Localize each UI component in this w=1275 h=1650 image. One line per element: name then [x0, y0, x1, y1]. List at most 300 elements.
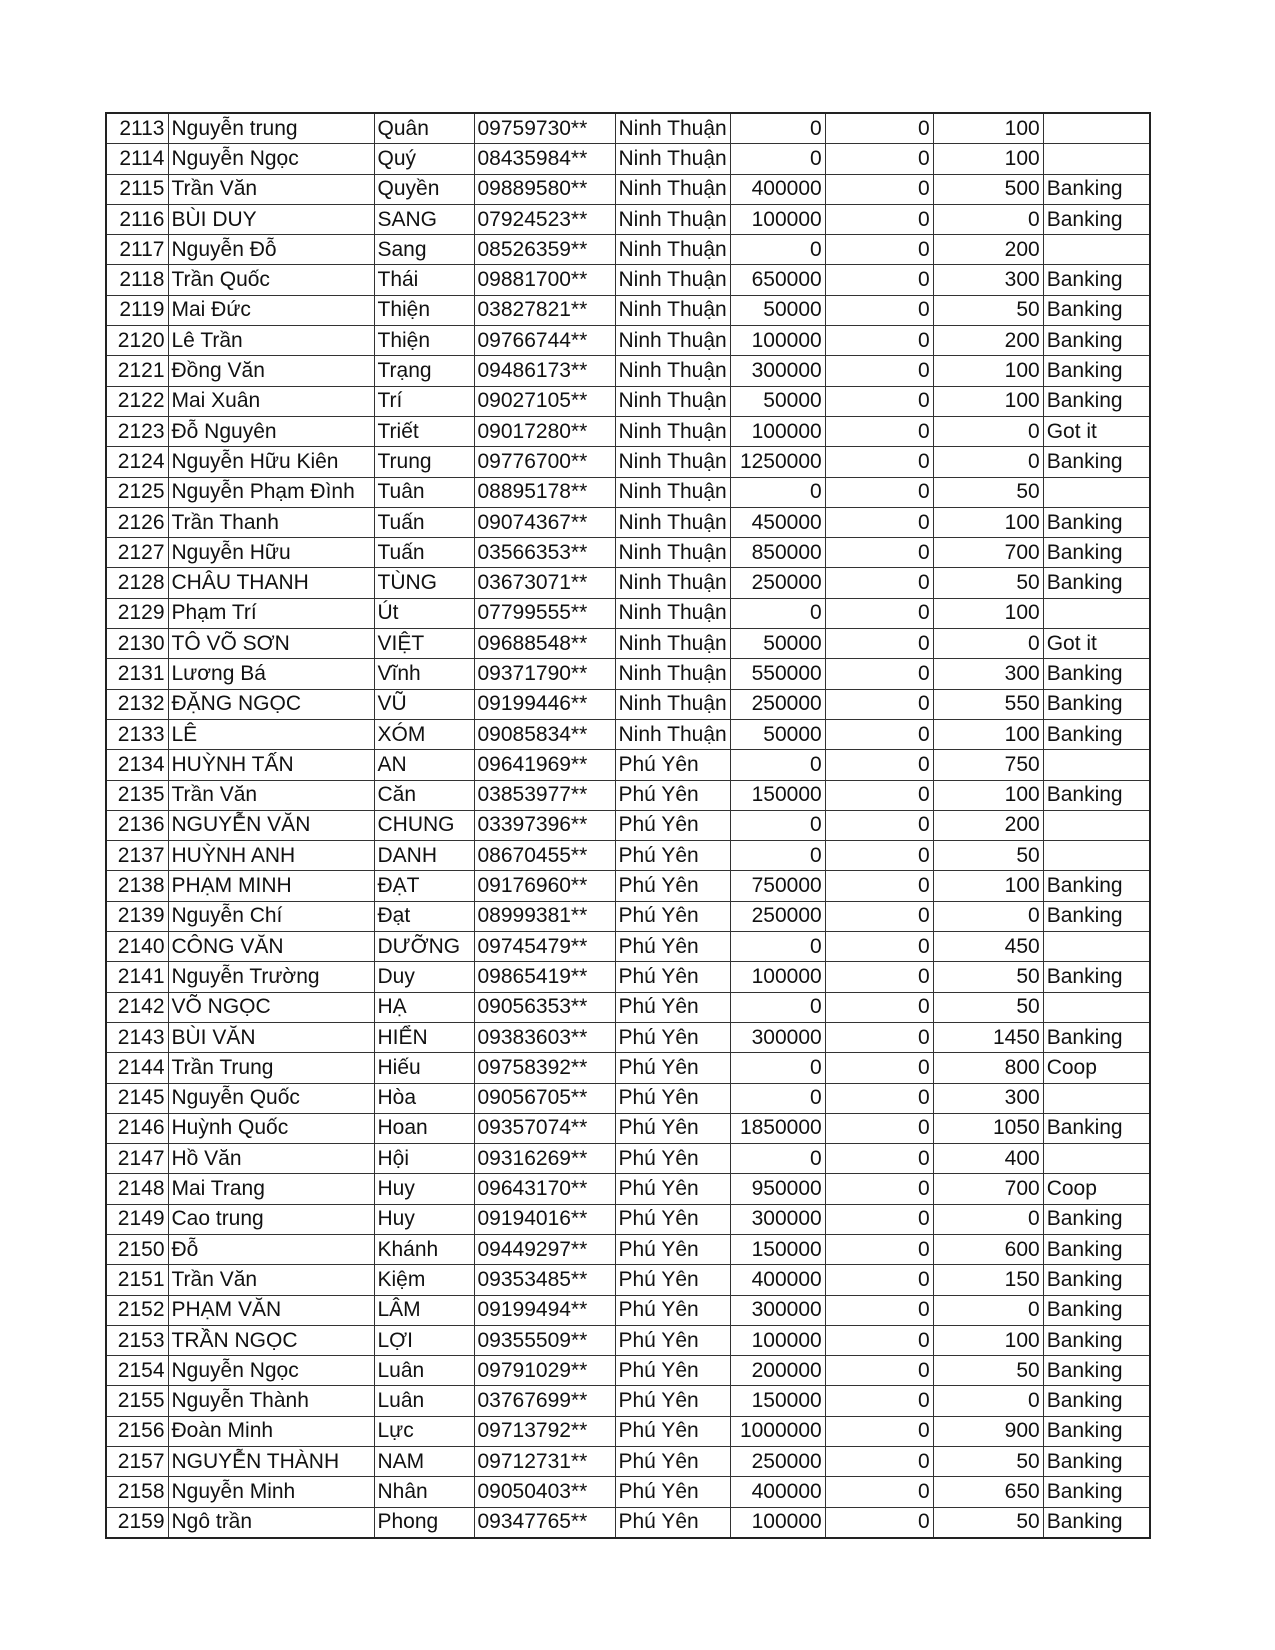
- cell-phone-number: 09889580**: [474, 174, 615, 204]
- cell-row-number: 2124: [106, 447, 168, 477]
- cell-province: Phú Yên: [615, 810, 730, 840]
- cell-amount: 0: [730, 841, 825, 871]
- cell-zero-value: 0: [825, 1083, 933, 1113]
- cell-province: Ninh Thuận: [615, 598, 730, 628]
- cell-amount: 100000: [730, 1325, 825, 1355]
- cell-phone-number: 09449297**: [474, 1234, 615, 1264]
- cell-amount: 400000: [730, 174, 825, 204]
- cell-points: 150: [933, 1265, 1043, 1295]
- cell-zero-value: 0: [825, 841, 933, 871]
- cell-amount: 0: [730, 992, 825, 1022]
- table-row: [106, 659, 1150, 689]
- table-row: [106, 932, 1150, 962]
- cell-row-number: 2127: [106, 538, 168, 568]
- cell-province: Ninh Thuận: [615, 477, 730, 507]
- cell-zero-value: 0: [825, 629, 933, 659]
- cell-province: Phú Yên: [615, 1022, 730, 1052]
- cell-amount: 50000: [730, 719, 825, 749]
- cell-first-name: Ngô trần: [168, 1507, 374, 1538]
- cell-row-number: 2145: [106, 1083, 168, 1113]
- table-row: [106, 113, 1150, 144]
- cell-payment-method: Got it: [1043, 629, 1150, 659]
- cell-row-number: 2154: [106, 1356, 168, 1386]
- cell-given-name: AN: [374, 750, 474, 780]
- cell-points: 400: [933, 1144, 1043, 1174]
- cell-zero-value: 0: [825, 1053, 933, 1083]
- cell-payment-method: Banking: [1043, 538, 1150, 568]
- cell-zero-value: 0: [825, 1325, 933, 1355]
- cell-payment-method: Banking: [1043, 1204, 1150, 1234]
- cell-given-name: Hội: [374, 1144, 474, 1174]
- cell-given-name: Trạng: [374, 356, 474, 386]
- cell-first-name: Hồ Văn: [168, 1144, 374, 1174]
- cell-given-name: DANH: [374, 841, 474, 871]
- cell-given-name: Lực: [374, 1416, 474, 1446]
- cell-phone-number: 09050403**: [474, 1477, 615, 1507]
- cell-given-name: Trung: [374, 447, 474, 477]
- cell-province: Ninh Thuận: [615, 447, 730, 477]
- cell-phone-number: 03767699**: [474, 1386, 615, 1416]
- cell-payment-method: Banking: [1043, 204, 1150, 234]
- cell-row-number: 2116: [106, 204, 168, 234]
- cell-province: Phú Yên: [615, 1083, 730, 1113]
- cell-first-name: ĐẶNG NGỌC: [168, 689, 374, 719]
- cell-given-name: Quân: [374, 113, 474, 144]
- cell-zero-value: 0: [825, 113, 933, 144]
- cell-first-name: Nguyễn Ngọc: [168, 1356, 374, 1386]
- cell-row-number: 2120: [106, 326, 168, 356]
- cell-first-name: Trần Thanh: [168, 507, 374, 537]
- cell-points: 100: [933, 719, 1043, 749]
- cell-row-number: 2143: [106, 1022, 168, 1052]
- table-row: [106, 477, 1150, 507]
- cell-province: Phú Yên: [615, 901, 730, 931]
- cell-phone-number: 03853977**: [474, 780, 615, 810]
- cell-province: Phú Yên: [615, 1416, 730, 1446]
- table-row: [106, 1053, 1150, 1083]
- cell-zero-value: 0: [825, 689, 933, 719]
- cell-row-number: 2152: [106, 1295, 168, 1325]
- cell-points: 50: [933, 962, 1043, 992]
- cell-amount: 50000: [730, 629, 825, 659]
- cell-points: 0: [933, 901, 1043, 931]
- cell-phone-number: 03566353**: [474, 538, 615, 568]
- cell-amount: 0: [730, 810, 825, 840]
- cell-amount: 300000: [730, 1204, 825, 1234]
- cell-points: 550: [933, 689, 1043, 719]
- cell-given-name: Vĩnh: [374, 659, 474, 689]
- cell-zero-value: 0: [825, 810, 933, 840]
- cell-points: 50: [933, 1507, 1043, 1538]
- cell-points: 900: [933, 1416, 1043, 1446]
- cell-payment-method: Banking: [1043, 447, 1150, 477]
- cell-row-number: 2135: [106, 780, 168, 810]
- cell-province: Ninh Thuận: [615, 719, 730, 749]
- cell-payment-method: Banking: [1043, 1022, 1150, 1052]
- cell-given-name: CHUNG: [374, 810, 474, 840]
- cell-zero-value: 0: [825, 659, 933, 689]
- cell-first-name: Trần Văn: [168, 174, 374, 204]
- cell-amount: 750000: [730, 871, 825, 901]
- cell-zero-value: 0: [825, 326, 933, 356]
- cell-province: Ninh Thuận: [615, 144, 730, 174]
- cell-payment-method: [1043, 932, 1150, 962]
- table-row: [106, 719, 1150, 749]
- cell-phone-number: 09371790**: [474, 659, 615, 689]
- cell-province: Ninh Thuận: [615, 174, 730, 204]
- cell-given-name: Căn: [374, 780, 474, 810]
- cell-amount: 400000: [730, 1265, 825, 1295]
- cell-payment-method: Banking: [1043, 174, 1150, 204]
- cell-phone-number: 09713792**: [474, 1416, 615, 1446]
- cell-points: 100: [933, 113, 1043, 144]
- cell-row-number: 2155: [106, 1386, 168, 1416]
- cell-given-name: Kiệm: [374, 1265, 474, 1295]
- table-row: [106, 416, 1150, 446]
- cell-points: 500: [933, 174, 1043, 204]
- cell-points: 0: [933, 447, 1043, 477]
- cell-phone-number: 09199494**: [474, 1295, 615, 1325]
- cell-row-number: 2158: [106, 1477, 168, 1507]
- cell-province: Phú Yên: [615, 992, 730, 1022]
- table-row: [106, 871, 1150, 901]
- cell-points: 0: [933, 204, 1043, 234]
- cell-zero-value: 0: [825, 1447, 933, 1477]
- cell-given-name: Trí: [374, 386, 474, 416]
- cell-payment-method: Banking: [1043, 386, 1150, 416]
- cell-zero-value: 0: [825, 174, 933, 204]
- cell-payment-method: [1043, 1083, 1150, 1113]
- cell-phone-number: 07924523**: [474, 204, 615, 234]
- cell-zero-value: 0: [825, 447, 933, 477]
- cell-phone-number: 03397396**: [474, 810, 615, 840]
- cell-row-number: 2121: [106, 356, 168, 386]
- cell-phone-number: 09074367**: [474, 507, 615, 537]
- cell-first-name: HUỲNH TẤN: [168, 750, 374, 780]
- cell-province: Ninh Thuận: [615, 113, 730, 144]
- cell-row-number: 2140: [106, 932, 168, 962]
- table-row: [106, 507, 1150, 537]
- cell-payment-method: Banking: [1043, 962, 1150, 992]
- cell-points: 0: [933, 629, 1043, 659]
- cell-given-name: Thái: [374, 265, 474, 295]
- cell-first-name: CHÂU THANH: [168, 568, 374, 598]
- cell-points: 600: [933, 1234, 1043, 1264]
- cell-province: Phú Yên: [615, 962, 730, 992]
- cell-first-name: Trần Quốc: [168, 265, 374, 295]
- cell-amount: 300000: [730, 1295, 825, 1325]
- cell-payment-method: [1043, 477, 1150, 507]
- cell-first-name: TÔ VÕ SƠN: [168, 629, 374, 659]
- cell-first-name: Lương Bá: [168, 659, 374, 689]
- cell-zero-value: 0: [825, 1416, 933, 1446]
- cell-province: Phú Yên: [615, 1295, 730, 1325]
- cell-first-name: BÙI DUY: [168, 204, 374, 234]
- table-row: [106, 1386, 1150, 1416]
- cell-payment-method: Banking: [1043, 295, 1150, 325]
- cell-row-number: 2129: [106, 598, 168, 628]
- cell-amount: 0: [730, 144, 825, 174]
- cell-given-name: Luân: [374, 1386, 474, 1416]
- cell-payment-method: [1043, 1144, 1150, 1174]
- cell-amount: 150000: [730, 1386, 825, 1416]
- cell-points: 200: [933, 326, 1043, 356]
- cell-first-name: Mai Xuân: [168, 386, 374, 416]
- table-row: [106, 780, 1150, 810]
- cell-first-name: Phạm Trí: [168, 598, 374, 628]
- cell-province: Phú Yên: [615, 1204, 730, 1234]
- cell-province: Ninh Thuận: [615, 629, 730, 659]
- table-row: [106, 1356, 1150, 1386]
- cell-given-name: Quyền: [374, 174, 474, 204]
- cell-phone-number: 09176960**: [474, 871, 615, 901]
- cell-payment-method: Banking: [1043, 901, 1150, 931]
- cell-row-number: 2146: [106, 1113, 168, 1143]
- cell-amount: 100000: [730, 1507, 825, 1538]
- cell-zero-value: 0: [825, 750, 933, 780]
- cell-first-name: Nguyễn Minh: [168, 1477, 374, 1507]
- cell-given-name: Hiếu: [374, 1053, 474, 1083]
- cell-province: Ninh Thuận: [615, 568, 730, 598]
- cell-points: 100: [933, 507, 1043, 537]
- cell-points: 800: [933, 1053, 1043, 1083]
- cell-row-number: 2138: [106, 871, 168, 901]
- cell-points: 650: [933, 1477, 1043, 1507]
- cell-payment-method: Coop: [1043, 1174, 1150, 1204]
- cell-zero-value: 0: [825, 538, 933, 568]
- cell-province: Phú Yên: [615, 1144, 730, 1174]
- cell-first-name: Huỳnh Quốc: [168, 1113, 374, 1143]
- cell-amount: 250000: [730, 1447, 825, 1477]
- cell-first-name: LÊ: [168, 719, 374, 749]
- cell-amount: 0: [730, 1053, 825, 1083]
- table-row: [106, 538, 1150, 568]
- cell-row-number: 2117: [106, 235, 168, 265]
- cell-given-name: Luân: [374, 1356, 474, 1386]
- cell-given-name: Thiện: [374, 295, 474, 325]
- cell-payment-method: Banking: [1043, 1265, 1150, 1295]
- cell-province: Ninh Thuận: [615, 416, 730, 446]
- cell-payment-method: Got it: [1043, 416, 1150, 446]
- cell-first-name: HUỲNH ANH: [168, 841, 374, 871]
- cell-row-number: 2133: [106, 719, 168, 749]
- cell-amount: 450000: [730, 507, 825, 537]
- table-row: [106, 1416, 1150, 1446]
- cell-first-name: Đỗ Nguyên: [168, 416, 374, 446]
- table-row: [106, 1022, 1150, 1052]
- table-row: [106, 901, 1150, 931]
- cell-points: 0: [933, 416, 1043, 446]
- cell-first-name: Trần Trung: [168, 1053, 374, 1083]
- cell-amount: 1250000: [730, 447, 825, 477]
- cell-payment-method: Banking: [1043, 871, 1150, 901]
- cell-payment-method: Coop: [1043, 1053, 1150, 1083]
- cell-amount: 250000: [730, 901, 825, 931]
- cell-amount: 1000000: [730, 1416, 825, 1446]
- cell-amount: 650000: [730, 265, 825, 295]
- cell-given-name: Quý: [374, 144, 474, 174]
- table-row: [106, 1507, 1150, 1538]
- cell-payment-method: [1043, 235, 1150, 265]
- cell-zero-value: 0: [825, 1295, 933, 1325]
- cell-province: Phú Yên: [615, 1174, 730, 1204]
- cell-row-number: 2126: [106, 507, 168, 537]
- cell-first-name: Nguyễn Hữu: [168, 538, 374, 568]
- cell-first-name: Nguyễn Phạm Đình: [168, 477, 374, 507]
- cell-points: 750: [933, 750, 1043, 780]
- cell-row-number: 2131: [106, 659, 168, 689]
- cell-province: Ninh Thuận: [615, 659, 730, 689]
- cell-province: Phú Yên: [615, 1447, 730, 1477]
- cell-points: 1050: [933, 1113, 1043, 1143]
- cell-phone-number: 08670455**: [474, 841, 615, 871]
- cell-payment-method: Banking: [1043, 1325, 1150, 1355]
- cell-phone-number: 08895178**: [474, 477, 615, 507]
- cell-points: 0: [933, 1386, 1043, 1416]
- cell-given-name: Đạt: [374, 901, 474, 931]
- cell-first-name: Mai Đức: [168, 295, 374, 325]
- cell-payment-method: Banking: [1043, 326, 1150, 356]
- cell-province: Ninh Thuận: [615, 386, 730, 416]
- cell-payment-method: Banking: [1043, 1295, 1150, 1325]
- cell-amount: 0: [730, 235, 825, 265]
- cell-zero-value: 0: [825, 901, 933, 931]
- cell-first-name: TRẦN NGỌC: [168, 1325, 374, 1355]
- cell-zero-value: 0: [825, 962, 933, 992]
- cell-points: 100: [933, 1325, 1043, 1355]
- cell-phone-number: 08435984**: [474, 144, 615, 174]
- cell-given-name: VIỆT: [374, 629, 474, 659]
- cell-row-number: 2128: [106, 568, 168, 598]
- cell-given-name: Triết: [374, 416, 474, 446]
- cell-row-number: 2156: [106, 1416, 168, 1446]
- cell-points: 300: [933, 659, 1043, 689]
- table-row: [106, 447, 1150, 477]
- cell-province: Phú Yên: [615, 750, 730, 780]
- cell-row-number: 2136: [106, 810, 168, 840]
- cell-amount: 100000: [730, 416, 825, 446]
- cell-payment-method: Banking: [1043, 356, 1150, 386]
- cell-zero-value: 0: [825, 507, 933, 537]
- cell-given-name: HẠ: [374, 992, 474, 1022]
- table-row: [106, 689, 1150, 719]
- cell-first-name: PHẠM VĂN: [168, 1295, 374, 1325]
- cell-zero-value: 0: [825, 568, 933, 598]
- cell-points: 50: [933, 841, 1043, 871]
- cell-province: Ninh Thuận: [615, 507, 730, 537]
- cell-amount: 0: [730, 598, 825, 628]
- cell-given-name: Huy: [374, 1204, 474, 1234]
- cell-first-name: Trần Văn: [168, 780, 374, 810]
- cell-row-number: 2118: [106, 265, 168, 295]
- cell-zero-value: 0: [825, 477, 933, 507]
- cell-first-name: Trần Văn: [168, 1265, 374, 1295]
- cell-payment-method: Banking: [1043, 1447, 1150, 1477]
- cell-amount: 0: [730, 1083, 825, 1113]
- cell-given-name: Thiện: [374, 326, 474, 356]
- cell-phone-number: 09865419**: [474, 962, 615, 992]
- cell-given-name: Tuân: [374, 477, 474, 507]
- cell-zero-value: 0: [825, 1204, 933, 1234]
- cell-phone-number: 09383603**: [474, 1022, 615, 1052]
- cell-first-name: Đồng Văn: [168, 356, 374, 386]
- cell-zero-value: 0: [825, 1113, 933, 1143]
- cell-zero-value: 0: [825, 1507, 933, 1538]
- cell-row-number: 2141: [106, 962, 168, 992]
- cell-phone-number: 09027105**: [474, 386, 615, 416]
- cell-first-name: Cao trung: [168, 1204, 374, 1234]
- cell-points: 300: [933, 1083, 1043, 1113]
- cell-zero-value: 0: [825, 1174, 933, 1204]
- cell-given-name: SANG: [374, 204, 474, 234]
- cell-province: Ninh Thuận: [615, 356, 730, 386]
- cell-points: 200: [933, 810, 1043, 840]
- cell-given-name: Tuấn: [374, 507, 474, 537]
- cell-phone-number: 09347765**: [474, 1507, 615, 1538]
- table-row: [106, 204, 1150, 234]
- cell-payment-method: Banking: [1043, 1507, 1150, 1538]
- cell-given-name: Tuấn: [374, 538, 474, 568]
- cell-given-name: NAM: [374, 1447, 474, 1477]
- cell-given-name: Sang: [374, 235, 474, 265]
- cell-phone-number: 09791029**: [474, 1356, 615, 1386]
- cell-zero-value: 0: [825, 992, 933, 1022]
- cell-phone-number: 09357074**: [474, 1113, 615, 1143]
- cell-first-name: Nguyễn trung: [168, 113, 374, 144]
- cell-province: Ninh Thuận: [615, 265, 730, 295]
- table-row: [106, 265, 1150, 295]
- cell-points: 0: [933, 1204, 1043, 1234]
- cell-phone-number: 09688548**: [474, 629, 615, 659]
- cell-amount: 850000: [730, 538, 825, 568]
- cell-given-name: LỢI: [374, 1325, 474, 1355]
- cell-zero-value: 0: [825, 719, 933, 749]
- table-row: [106, 1144, 1150, 1174]
- cell-payment-method: [1043, 750, 1150, 780]
- cell-payment-method: Banking: [1043, 719, 1150, 749]
- cell-amount: 150000: [730, 780, 825, 810]
- cell-province: Phú Yên: [615, 780, 730, 810]
- cell-points: 300: [933, 265, 1043, 295]
- table-row: [106, 1325, 1150, 1355]
- cell-points: 1450: [933, 1022, 1043, 1052]
- cell-payment-method: Banking: [1043, 1356, 1150, 1386]
- cell-first-name: Lê Trần: [168, 326, 374, 356]
- cell-zero-value: 0: [825, 235, 933, 265]
- cell-points: 200: [933, 235, 1043, 265]
- table-row: [106, 326, 1150, 356]
- cell-first-name: Nguyễn Thành: [168, 1386, 374, 1416]
- cell-province: Phú Yên: [615, 1356, 730, 1386]
- cell-phone-number: 09745479**: [474, 932, 615, 962]
- table-row: [106, 841, 1150, 871]
- table-row: [106, 1265, 1150, 1295]
- cell-row-number: 2157: [106, 1447, 168, 1477]
- cell-zero-value: 0: [825, 356, 933, 386]
- table-row: [106, 810, 1150, 840]
- cell-points: 100: [933, 871, 1043, 901]
- cell-points: 50: [933, 568, 1043, 598]
- cell-zero-value: 0: [825, 780, 933, 810]
- cell-payment-method: [1043, 598, 1150, 628]
- cell-row-number: 2159: [106, 1507, 168, 1538]
- cell-payment-method: Banking: [1043, 780, 1150, 810]
- cell-given-name: Duy: [374, 962, 474, 992]
- cell-province: Phú Yên: [615, 1053, 730, 1083]
- cell-phone-number: 09758392**: [474, 1053, 615, 1083]
- cell-province: Phú Yên: [615, 1325, 730, 1355]
- cell-given-name: Út: [374, 598, 474, 628]
